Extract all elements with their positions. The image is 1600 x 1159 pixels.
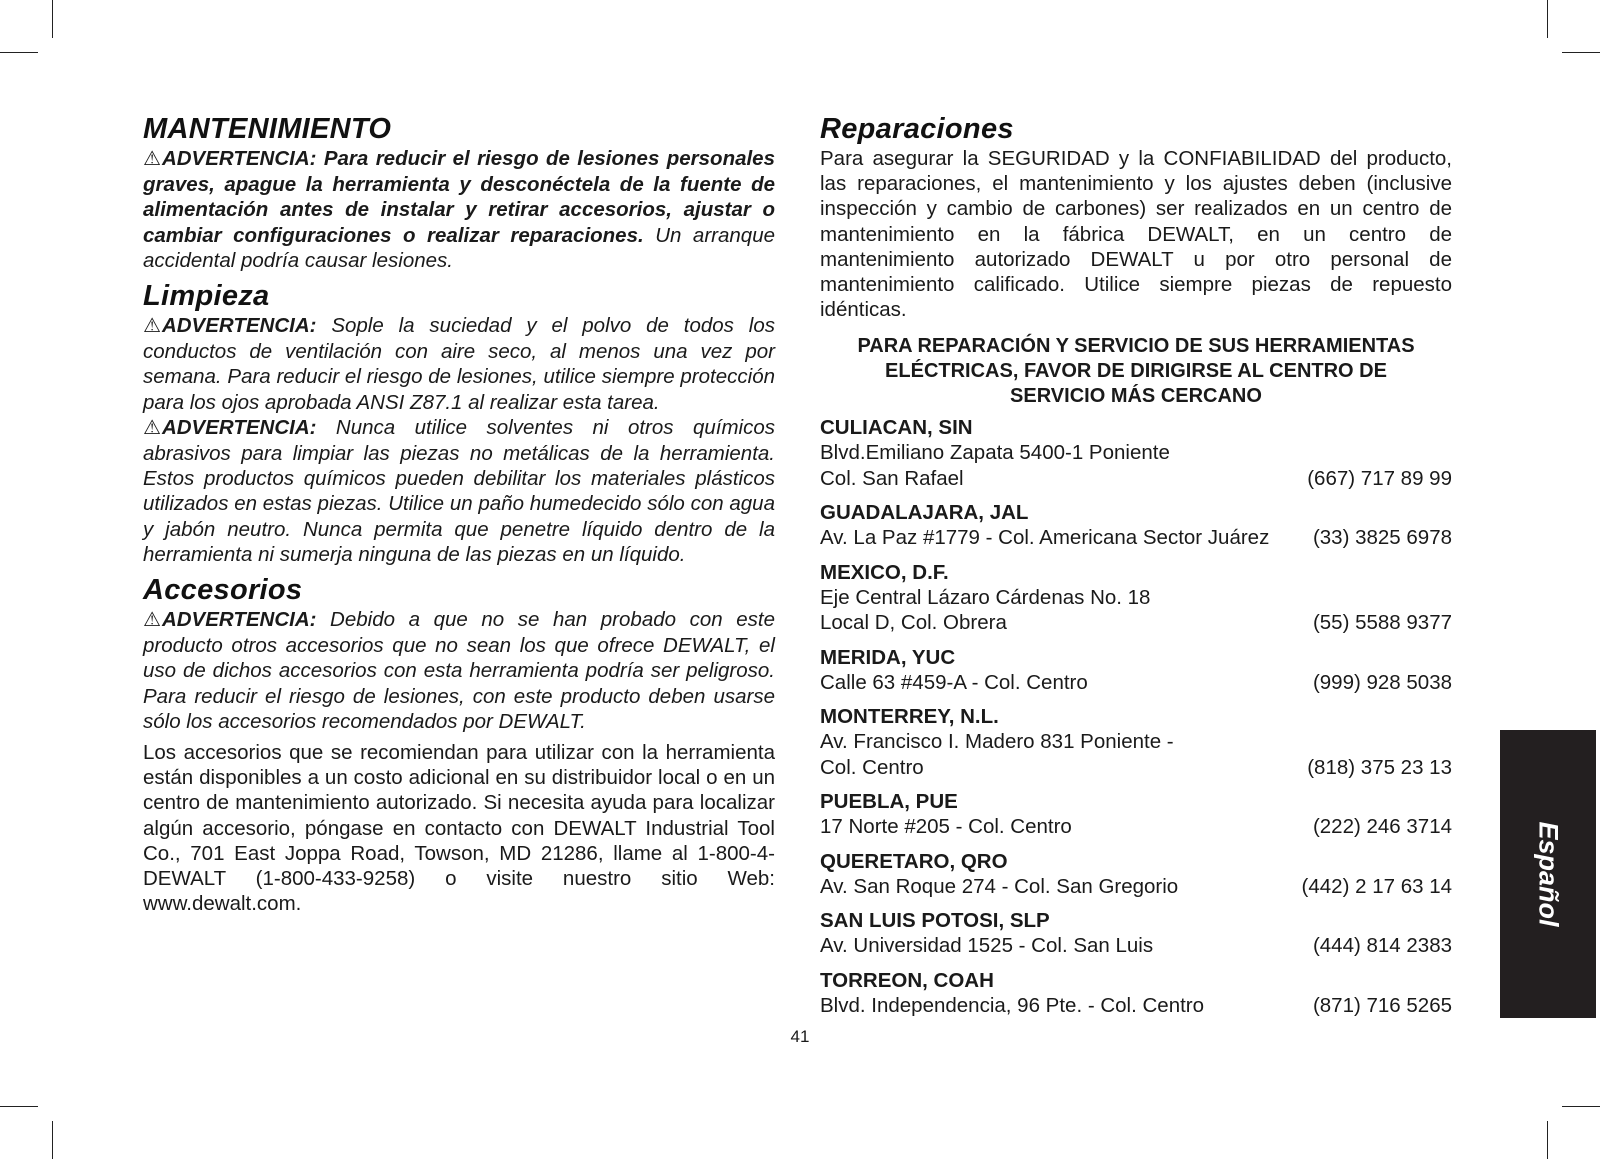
service-center-address-line: [820, 933, 1452, 959]
service-center-address-line: [820, 874, 1452, 900]
section-heading-limpieza: Limpieza: [143, 280, 270, 313]
service-center-city: MEXICO, D.F.: [820, 560, 949, 584]
crop-mark: [0, 52, 38, 53]
warning-mantenimiento: [143, 146, 775, 273]
service-center-address-line: [820, 466, 1452, 492]
service-center-address: Calle 63 #459-A - Col. Centro: [820, 670, 1088, 694]
service-center-city: PUEBLA, PUE: [820, 790, 958, 814]
warning-limpieza-1: [143, 313, 775, 415]
warning-triangle-icon: ⚠: [143, 315, 161, 338]
warning-label: ADVERTENCIA:: [161, 314, 317, 338]
service-center-address-line: [820, 440, 1452, 466]
service-center-city: GUADALAJARA, JAL: [820, 501, 1029, 525]
accesorios-body: Los accesorios que se recomiendan para utilizar con la herramienta están disponibles a un costo adicional en su distribuidor local o en un centro de mantenimiento autorizado. Si necesita ayuda para localizar algún accesorio, póngase en contacto con DEWALT Industrial Tool Co., 701 East Joppa Road, Towson, MD 21286, llame al 1-800-4-DEWALT (1-800-433-9258) o visite nuestro sitio Web: www.dewalt.com.: [143, 741, 775, 916]
section-heading-mantenimiento: MANTENIMIENTO: [143, 113, 392, 145]
service-center-phone: (444) 814 2383: [1312, 934, 1452, 958]
service-banner-line: SERVICIO MÁS CERCANO: [1010, 385, 1262, 408]
service-center-address-line: [820, 525, 1452, 551]
service-center: [820, 560, 1452, 636]
service-center-address: Col. San Rafael: [820, 466, 964, 490]
service-center: [820, 500, 1452, 551]
warning-limpieza-2: [143, 415, 775, 567]
service-center-address-line: [820, 610, 1452, 636]
service-banner-line: PARA REPARACIÓN Y SERVICIO DE SUS HERRAMIENTAS: [857, 335, 1415, 358]
service-center: [820, 415, 1452, 491]
service-center-phone: (222) 246 3714: [1312, 815, 1452, 839]
service-center-address: Col. Centro: [820, 755, 924, 779]
left-column: [143, 112, 775, 916]
service-center: [820, 849, 1452, 900]
crop-mark: [1547, 0, 1548, 38]
warning-triangle-icon: ⚠: [143, 609, 161, 632]
reparaciones-body: Para asegurar la SEGURIDAD y la CONFIABILIDAD del producto, las reparaciones, el mantenimiento y los ajustes deben (inclusive inspección y cambio de carbones) ser realizados en un centro de mantenimiento en la fábrica DEWALT, en un centro de mantenimiento autorizado DEWALT u por otro personal de mantenimiento calificado. Utilice siempre piezas de repuesto idénticas.: [820, 147, 1452, 322]
service-center-phone: (33) 3825 6978: [1312, 526, 1452, 550]
crop-mark: [1562, 1106, 1600, 1107]
service-center-address-line: [820, 729, 1452, 755]
warning-text: Nunca utilice solventes ni otros químicos abrasivos para limpiar las piezas no metálicas de la herramienta. Estos productos químicos pueden debilitar los materiales plásticos utilizados en estas piezas. Utilice un paño humedecido sólo con agua y jabón neutro. Nunca permita que penetre líquido dentro de la herramienta ni sumerja ninguna de las piezas en un líquido.: [143, 415, 775, 566]
service-center: [820, 704, 1452, 780]
service-center: [820, 645, 1452, 696]
service-center-city: MONTERREY, N.L.: [820, 705, 999, 729]
service-banner: [820, 334, 1452, 409]
crop-mark: [0, 1106, 38, 1107]
service-center-address: Av. La Paz #1779 - Col. Americana Sector Juárez: [820, 526, 1270, 550]
service-center: [820, 968, 1452, 1019]
warning-triangle-icon: ⚠: [143, 148, 161, 170]
service-center-address: 17 Norte #205 - Col. Centro: [820, 815, 1072, 839]
service-center-phone: (442) 2 17 63 14: [1301, 874, 1452, 898]
service-center-address-line: [820, 814, 1452, 840]
warning-label: ADVERTENCIA:: [161, 608, 317, 632]
section-heading-accesorios: Accesorios: [143, 574, 303, 607]
service-center-address: Av. Francisco I. Madero 831 Poniente -: [820, 730, 1174, 754]
warning-text: Debido a que no se han probado con este producto otros accesorios que no sean los que ofrece DEWALT, el uso de dichos accesorios con esta herramienta podría ser peligroso. Para reducir el riesgo de lesiones, con este producto deben usarse sólo los accesorios recomendados por DEWALT.: [143, 608, 775, 733]
service-center-address-line: [820, 755, 1452, 781]
service-center-city: SAN LUIS POTOSI, SLP: [820, 909, 1050, 933]
warning-triangle-icon: ⚠: [143, 416, 161, 439]
section-heading-reparaciones: Reparaciones: [820, 113, 1014, 145]
service-banner-line: ELÉCTRICAS, FAVOR DE DIRIGIRSE AL CENTRO DE: [885, 360, 1387, 383]
crop-mark: [52, 1121, 53, 1159]
warning-bold-text: Para reducir el riesgo de lesiones personales graves, apague la herramienta y desconéctela de la fuente de alimentación antes de instalar y retirar accesorios, ajustar o cambiar configuraciones o realizar reparaciones.: [143, 147, 775, 247]
service-center-address: Local D, Col. Obrera: [820, 611, 1007, 635]
language-tab: [1500, 730, 1596, 1018]
service-center-city: MERIDA, YUC: [820, 645, 956, 669]
service-center-phone: (55) 5588 9377: [1312, 611, 1452, 635]
warning-accesorios: [143, 607, 775, 734]
service-center: [820, 789, 1452, 840]
service-center-address: Av. Universidad 1525 - Col. San Luis: [820, 934, 1154, 958]
warning-label: ADVERTENCIA:: [161, 415, 317, 439]
service-center-city: TORREON, COAH: [820, 968, 994, 992]
service-center-address-line: [820, 585, 1452, 611]
service-center-phone: (667) 717 89 99: [1307, 466, 1452, 490]
service-center-address-line: [820, 670, 1452, 696]
service-center-address: Eje Central Lázaro Cárdenas No. 18: [820, 585, 1151, 609]
right-column: [820, 112, 1452, 1018]
crop-mark: [1547, 1121, 1548, 1159]
language-tab-label: Español: [1533, 821, 1564, 927]
service-center-phone: (871) 716 5265: [1312, 993, 1452, 1017]
crop-mark: [52, 0, 53, 38]
service-center-city: CULIACAN, SIN: [820, 416, 973, 440]
service-center-address-line: [820, 993, 1452, 1019]
crop-mark: [1562, 52, 1600, 53]
service-center-list: [820, 415, 1452, 1018]
page-number: 41: [790, 1027, 810, 1046]
service-center-address: Blvd.Emiliano Zapata 5400-1 Poniente: [820, 441, 1170, 465]
service-center-address: Av. San Roque 274 - Col. San Gregorio: [820, 874, 1179, 898]
service-center-phone: (999) 928 5038: [1312, 670, 1452, 694]
warning-text: Sople la suciedad y el polvo de todos los conductos de ventilación con aire seco, al menos una vez por semana. Para reducir el riesgo de lesiones, utilice siempre protección para los ojos aprobada ANSI Z87.1 al realizar esta tarea.: [143, 314, 775, 414]
service-center-phone: (818) 375 23 13: [1307, 755, 1452, 779]
service-center-address: Blvd. Independencia, 96 Pte. - Col. Centro: [820, 993, 1205, 1017]
service-center-city: QUERETARO, QRO: [820, 849, 1008, 873]
service-center: [820, 908, 1452, 959]
warning-label: ADVERTENCIA:: [161, 147, 317, 170]
warning-text: Un arranque accidental podría causar lesiones.: [143, 223, 775, 272]
